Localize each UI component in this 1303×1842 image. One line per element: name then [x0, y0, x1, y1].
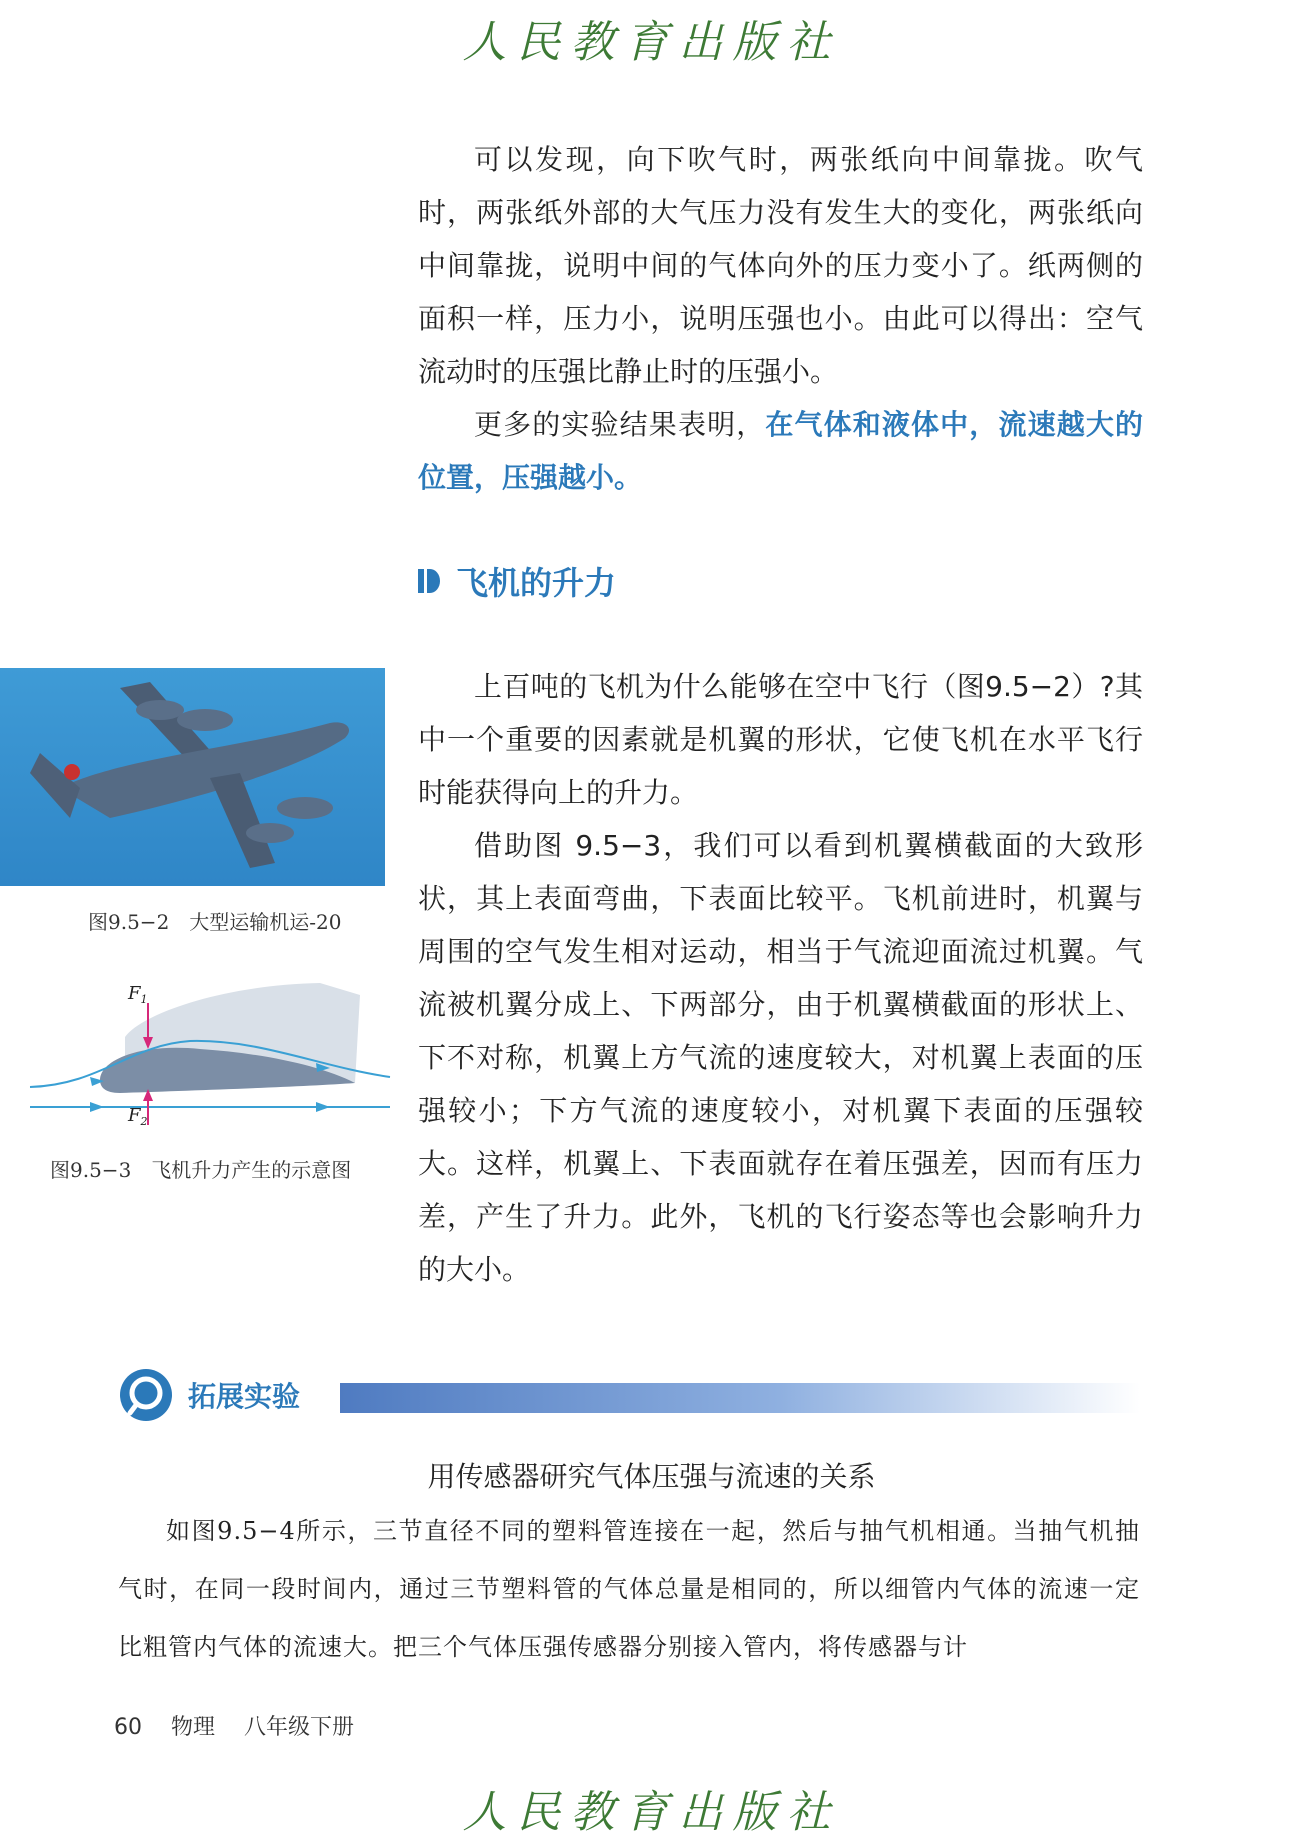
paragraph: 可以发现，向下吹气时，两张纸向中间靠拢。吹气时，两张纸外部的大气压力没有发生大的变化，两张纸向中间靠拢，说明中间的气体向外的压力变小了。纸两侧的面积一样，压力小，说明压强也小。由此可以得出：空气流动时的压强比静止时的压强小。: [418, 143, 1143, 388]
page-footer: [114, 1710, 376, 1741]
paragraph: 上百吨的飞机为什么能够在空中飞行（图9.5−2）?其中一个重要的因素就是机翼的形状，它使飞机在水平飞行时能获得向上的升力。: [418, 670, 1143, 809]
book-grade: 八年级下册: [244, 1715, 355, 1740]
transport-aircraft-photo: [0, 668, 385, 886]
extension-badge: [118, 1367, 358, 1423]
paragraph-text: 更多的实验结果表明，: [474, 408, 766, 441]
extension-subtitle: 用传感器研究气体压强与流速的关系: [427, 1460, 876, 1493]
extension-title: 拓展实验: [188, 1380, 301, 1413]
paragraph: 借助图 9.5−3，我们可以看到机翼横截面的大致形状，其上表面弯曲，下表面比较平。飞机前进时，机翼与周围的空气发生相对运动，相当于气流迎面流过机翼。气流被机翼分成上、下两部分，由于机翼横截面的形状上、下不对称，机翼上方气流的速度较大，对机翼上表面的压强较小；下方气流的速度较小，对机翼下表面的压强较大。这样，机翼上、下表面就存在着压强差，因而有压力差，产生了升力。此外，飞机的飞行姿态等也会影响升力的大小。: [418, 829, 1143, 1286]
force-f1-label: $F_1$: [128, 983, 148, 1006]
publisher-logo-top: 人民教育出版社: [462, 17, 841, 68]
airflow-arrow-icon: [316, 1102, 330, 1112]
magnifier-icon: [118, 1367, 174, 1423]
airflow-arrow-icon: [90, 1102, 104, 1112]
force-f2-label: $F_2$: [128, 1105, 148, 1125]
page-number: 60: [114, 1715, 142, 1740]
figure-9-5-3-caption: 图9.5−3 飞机升力产生的示意图: [50, 1158, 352, 1182]
figure-9-5-2-caption: 图9.5−2 大型运输机运-20: [88, 910, 342, 934]
book-subject: 物理: [171, 1715, 216, 1740]
publisher-logo-bottom: 人民教育出版社: [462, 1787, 841, 1838]
airfoil-lift-diagram: [20, 965, 400, 1125]
extension-experiment-header: [118, 1367, 1140, 1423]
section-marker-icon: [418, 567, 440, 595]
section-heading: [418, 558, 616, 604]
section-title: 飞机的升力: [456, 564, 617, 602]
paragraph-conclusion: [418, 398, 1143, 504]
header-gradient-bar: [340, 1383, 1140, 1413]
extension-body-text: 如图9.5−4所示，三节直径不同的塑料管连接在一起，然后与抽气机相通。当抽气机抽气时，在同一段时间内，通过三节塑料管的气体总量是相同的，所以细管内气体的流速一定比粗管内气体的流速大。把三个气体压强传感器分别接入管内，将传感器与计: [118, 1517, 1140, 1661]
highlighted-conclusion: 在气体和液体中，流速越大的位置，压强越小。: [418, 408, 1143, 494]
aircraft-illustration: [0, 668, 385, 886]
text-column-top: [418, 133, 1143, 504]
text-column-lift: [418, 660, 1143, 1296]
